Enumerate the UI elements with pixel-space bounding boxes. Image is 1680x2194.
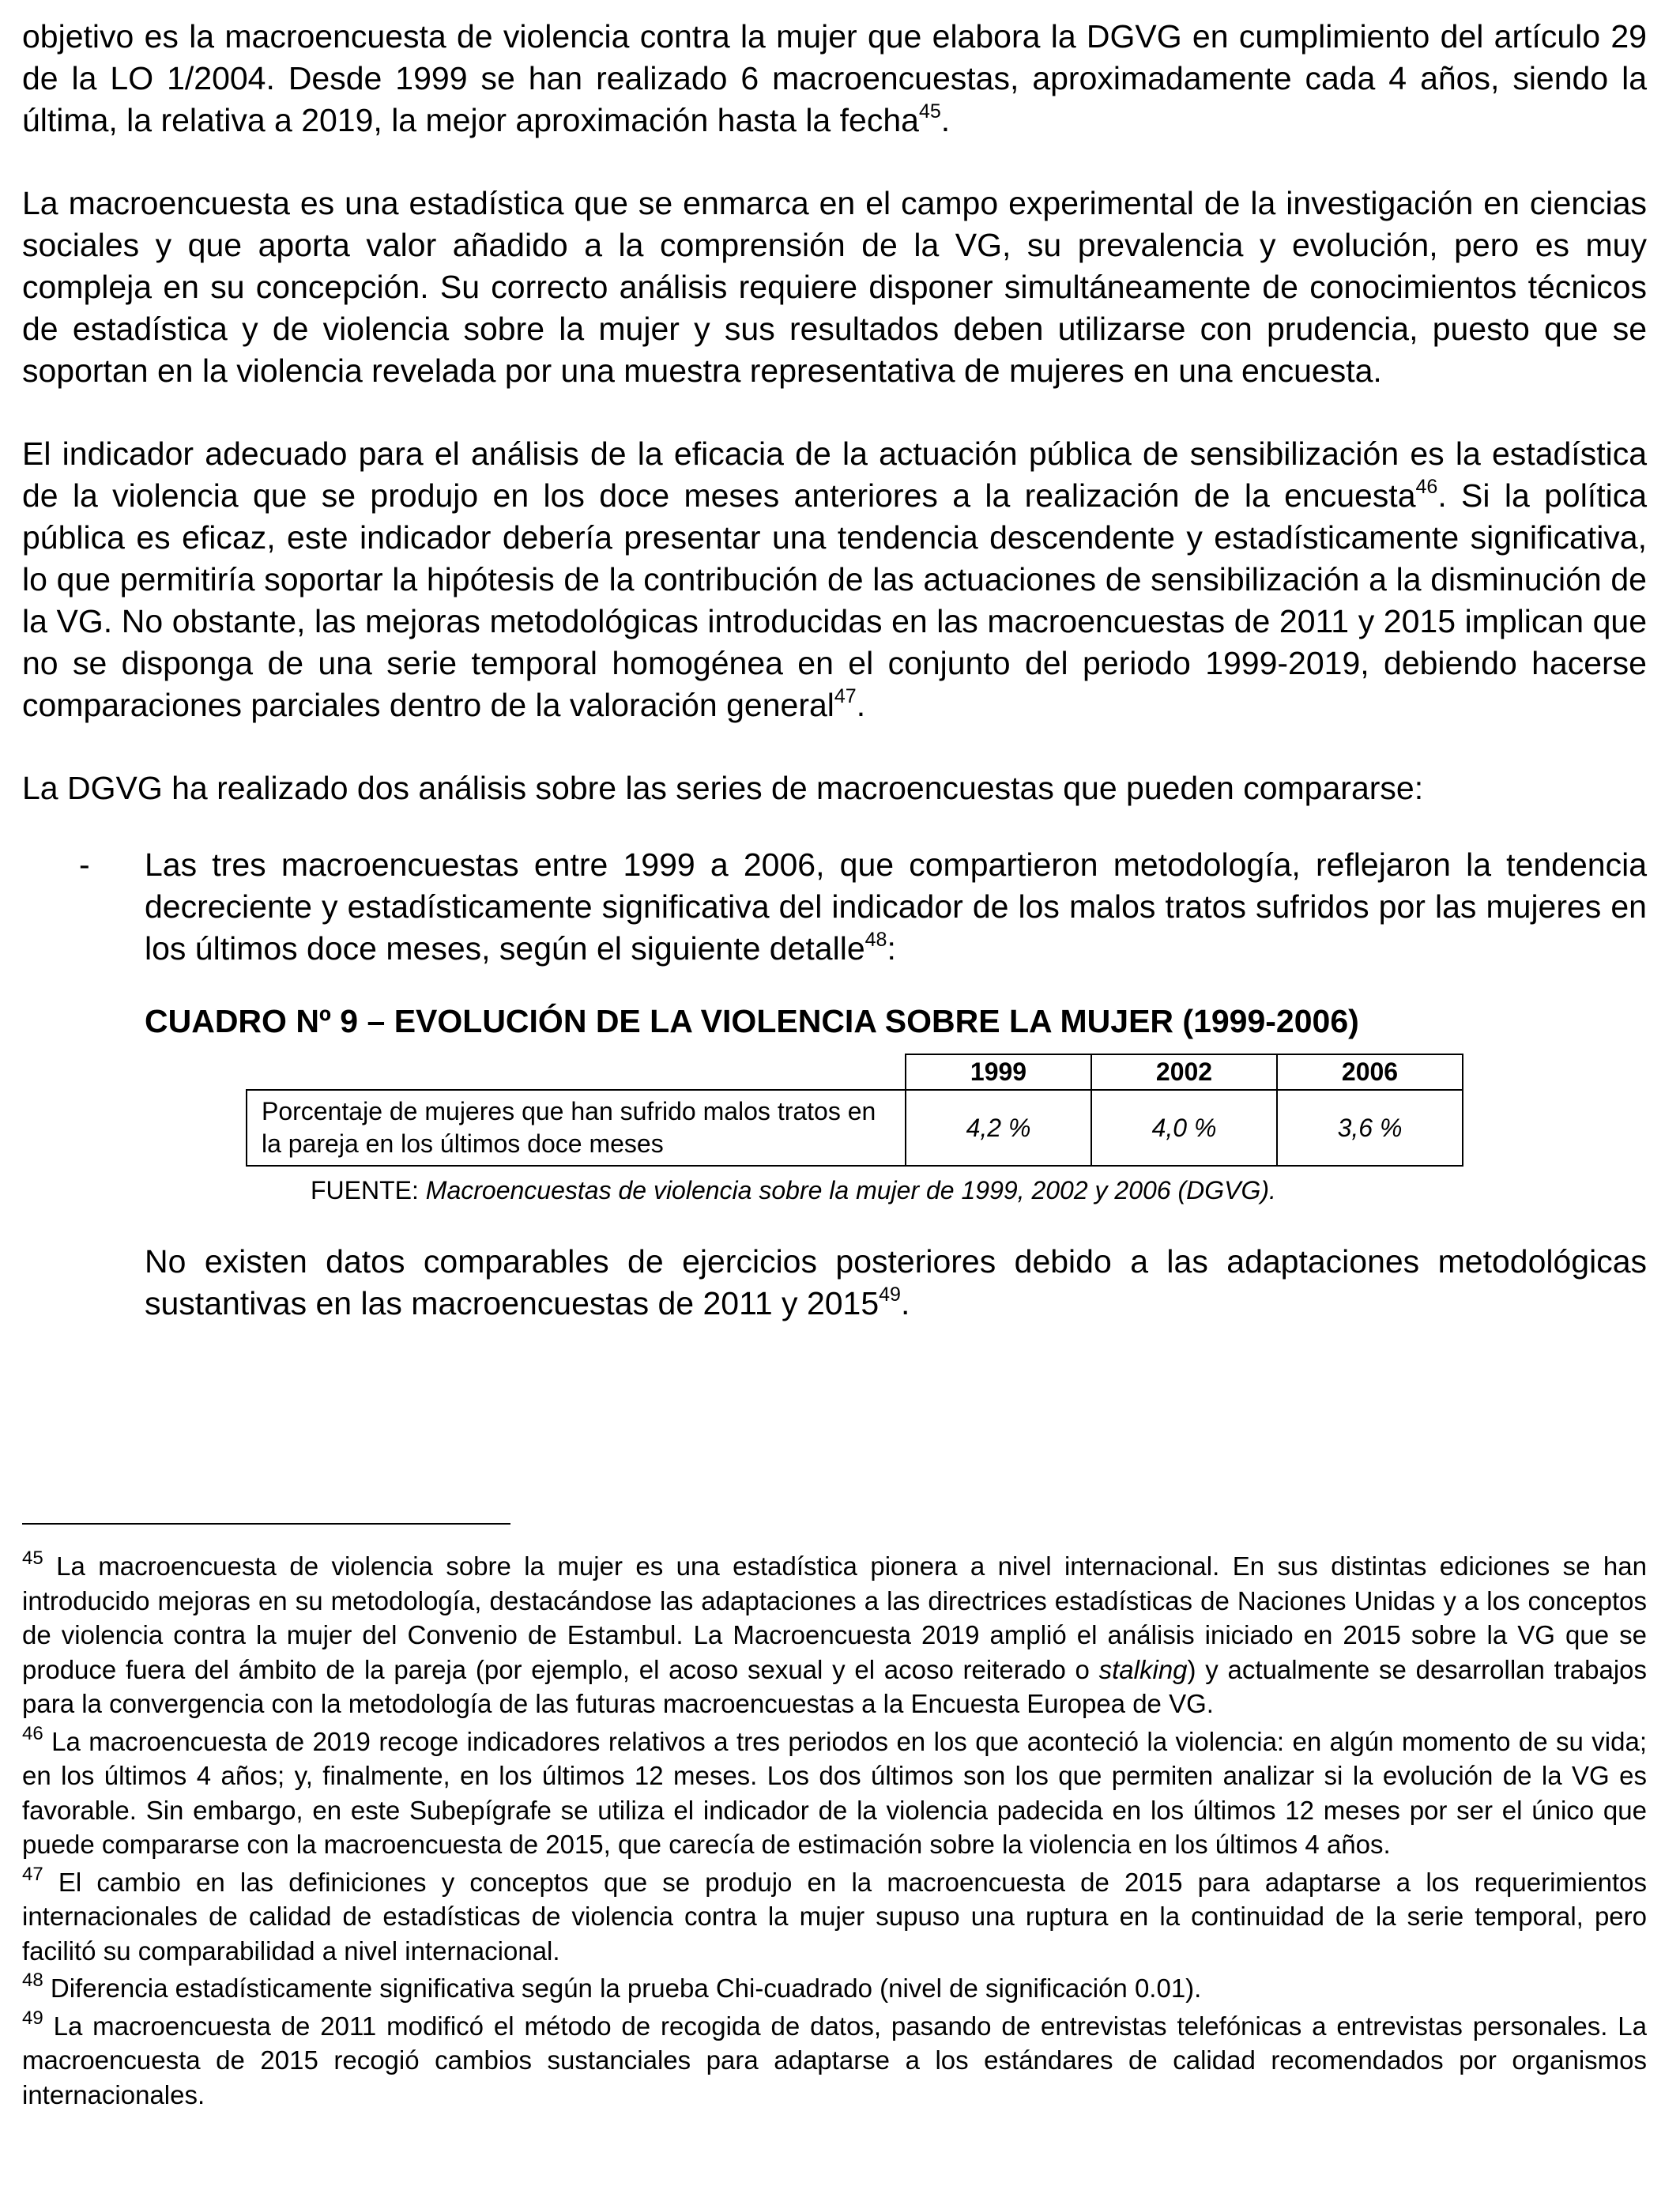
after-table-text bbox=[145, 1241, 1647, 1325]
source-text: Macroencuestas de violencia sobre la mujer de 1999, 2002 y 2006 (DGVG). bbox=[425, 1176, 1276, 1204]
paragraph-4 bbox=[22, 767, 1647, 809]
footnote-text: ) y actualmente se desarrollan trabajos para la convergencia con la metodología de las futuras macroencuestas a la Encuesta Europea de VG. bbox=[22, 1654, 1648, 1718]
spacer bbox=[22, 809, 1647, 844]
spacer bbox=[22, 970, 1647, 1001]
paragraph-text: . Si la política pública es eficaz, este indicador debería presentar una tendencia descendente y estadísticamente significativa, lo que permitiría soportar la hipótesis de la contribución de las actuaciones de sensibilización a la disminución de la VG. No obstante, las mejoras metodológicas introducidas en las macroencuestas de 2011 y 2015 implican que no se disponga de una serie temporal homogénea en el conjunto del periodo 1999-2019, debiendo hacerse comparaciones parciales dentro de la valoración general bbox=[22, 477, 1647, 723]
spacer bbox=[22, 392, 1647, 433]
paragraph-text: La macroencuesta es una estadística que se enmarca en el campo experimental de la investigación en ciencias sociales y que aporta valor añadido a la comprensión de la VG, su prevalencia y evolución, pero es muy compleja en su concepción. Su correcto análisis requiere disponer simultáneamente de conocimientos técnicos de estadística y de violencia sobre la mujer y sus resultados deben utilizarse con prudencia, puesto que se soportan en la violencia revelada por una muestra representativa de mujeres en una encuesta. bbox=[22, 185, 1647, 389]
footnote-number: 46 bbox=[22, 1722, 43, 1744]
paragraph-3 bbox=[22, 433, 1647, 726]
footnote-ref[interactable]: 46 bbox=[1415, 476, 1438, 498]
spacer bbox=[22, 726, 1647, 767]
paragraph-1 bbox=[22, 16, 1647, 141]
paragraph-tail: . bbox=[900, 1285, 910, 1321]
spacer bbox=[22, 141, 1647, 183]
footnote-45 bbox=[22, 1549, 1647, 1721]
bullet-dash: - bbox=[79, 846, 90, 883]
table-corner bbox=[247, 1054, 906, 1090]
table-cell-2006: 3,6 % bbox=[1277, 1090, 1463, 1166]
paragraph-text: Las tres macroencuestas entre 1999 a 2006, que compartieron metodología, reflejaron la tendencia decreciente y estadísticamente significativa del indicador de los malos tratos sufridos por las mujeres en los últimos doce meses, según el siguiente detalle bbox=[145, 846, 1647, 967]
data-table bbox=[246, 1054, 1463, 1167]
footnote-text: El cambio en las definiciones y conceptos que se produjo en la macroencuesta de 2015 para adaptarse a los requerimientos internacionales de calidad de estadísticas de violencia contra la mujer supuso una ruptura en la continuidad de la serie temporal, pero facilitó su comparabilidad a nivel internacional. bbox=[22, 1867, 1647, 1966]
table-header-2006: 2006 bbox=[1277, 1054, 1463, 1090]
document-page bbox=[22, 16, 1648, 2109]
footnote-ref[interactable]: 49 bbox=[879, 1284, 901, 1306]
table-row bbox=[247, 1090, 1463, 1166]
footnote-text: La macroencuesta de violencia sobre la mujer es una estadística pionera a nivel internacional. En sus distintas ediciones se han introducido mejoras en su metodología, destacándose las adaptaciones a las directrices estadísticas de Naciones Unidas y a los conceptos de violencia contra la mujer del Convenio de Estambul. La Macroencuesta 2019 amplió el análisis iniciado en 2015 sobre la VG que se produce fuera del ámbito de la pareja (por ejemplo, el acoso sexual y el acoso reiterado o bbox=[22, 1551, 1647, 1684]
table-row-label: Porcentaje de mujeres que han sufrido malos tratos en la pareja en los últimos doce meses bbox=[247, 1090, 906, 1166]
footnote-number: 49 bbox=[22, 2007, 43, 2029]
footnote-49 bbox=[22, 2009, 1647, 2113]
footnote-number: 45 bbox=[22, 1547, 43, 1569]
table-cell-1999: 4,2 % bbox=[906, 1090, 1091, 1166]
footnote-ref[interactable]: 45 bbox=[918, 100, 941, 123]
bullet-item bbox=[22, 844, 1647, 970]
footnote-text: La macroencuesta de 2019 recoge indicadores relativos a tres periodos en los que aconteció la violencia: en algún momento de su vida; en los últimos 4 años; y, finalmente, en los últimos 12 meses. Los dos últimos son los que permiten analizar si la evolución de la VG es favorable. Sin embargo, en este Subepígrafe se utiliza el indicador de la violencia padecida en los últimos 12 meses por ser el único que puede compararse con la macroencuesta de 2015, que carecía de estimación sobre la violencia en los últimos 4 años. bbox=[22, 1726, 1647, 1859]
footnote-separator bbox=[22, 1523, 510, 1525]
paragraph-tail: . bbox=[856, 687, 866, 723]
table-header-2002: 2002 bbox=[1091, 1054, 1277, 1090]
paragraph-tail: . bbox=[940, 102, 951, 138]
bullet-text bbox=[145, 844, 1647, 970]
table-cell-2002: 4,0 % bbox=[1091, 1090, 1277, 1166]
footnote-number: 47 bbox=[22, 1863, 43, 1885]
footnote-ref[interactable]: 48 bbox=[864, 929, 887, 951]
paragraph-tail: : bbox=[887, 930, 896, 967]
table-header-1999: 1999 bbox=[906, 1054, 1091, 1090]
spacer bbox=[22, 1206, 1647, 1241]
footnote-47 bbox=[22, 1865, 1647, 1969]
paragraph-text: No existen datos comparables de ejercicios posteriores debido a las adaptaciones metodológicas sustantivas en las macroencuestas de 2011 y 2015 bbox=[145, 1243, 1647, 1321]
footnote-ref[interactable]: 47 bbox=[834, 685, 857, 707]
paragraph-2 bbox=[22, 183, 1647, 392]
paragraph-text: El indicador adecuado para el análisis de la eficacia de la actuación pública de sensibilización es la estadística de la violencia que se produjo en los doce meses anteriores a la realización de la encuesta bbox=[22, 435, 1647, 514]
footnote-number: 48 bbox=[22, 1970, 43, 1991]
footnote-italic: stalking bbox=[1098, 1654, 1188, 1684]
footnote-text: Diferencia estadísticamente significativa según la prueba Chi-cuadrado (nivel de significación 0.01). bbox=[43, 1973, 1202, 2003]
table-header-row bbox=[247, 1054, 1463, 1090]
paragraph-text: La DGVG ha realizado dos análisis sobre las series de macroencuestas que pueden compararse: bbox=[22, 770, 1424, 806]
source-label: FUENTE: bbox=[311, 1176, 426, 1204]
footnote-text: La macroencuesta de 2011 modificó el método de recogida de datos, pasando de entrevistas telefónicas a entrevistas personales. La macroencuesta de 2015 recogió cambios sustanciales para adaptarse a los estándares de calidad recomendados por organismos internacionales. bbox=[22, 2011, 1647, 2109]
table-title: CUADRO Nº 9 – EVOLUCIÓN DE LA VIOLENCIA SOBRE LA MUJER (1999-2006) bbox=[145, 1003, 1359, 1039]
footnotes bbox=[22, 1549, 1647, 2115]
footnote-48 bbox=[22, 1971, 1647, 2006]
footnote-46 bbox=[22, 1722, 1647, 1862]
paragraph-text: objetivo es la macroencuesta de violencia contra la mujer que elabora la DGVG en cumplimiento del artículo 29 de la LO 1/2004. Desde 1999 se han realizado 6 macroencuestas, aproximadamente cada 4 años, siendo la última, la relativa a 2019, la mejor aproximación hasta la fecha bbox=[22, 18, 1647, 138]
table-source bbox=[311, 1174, 1647, 1206]
after-table-block bbox=[22, 1241, 1647, 1325]
